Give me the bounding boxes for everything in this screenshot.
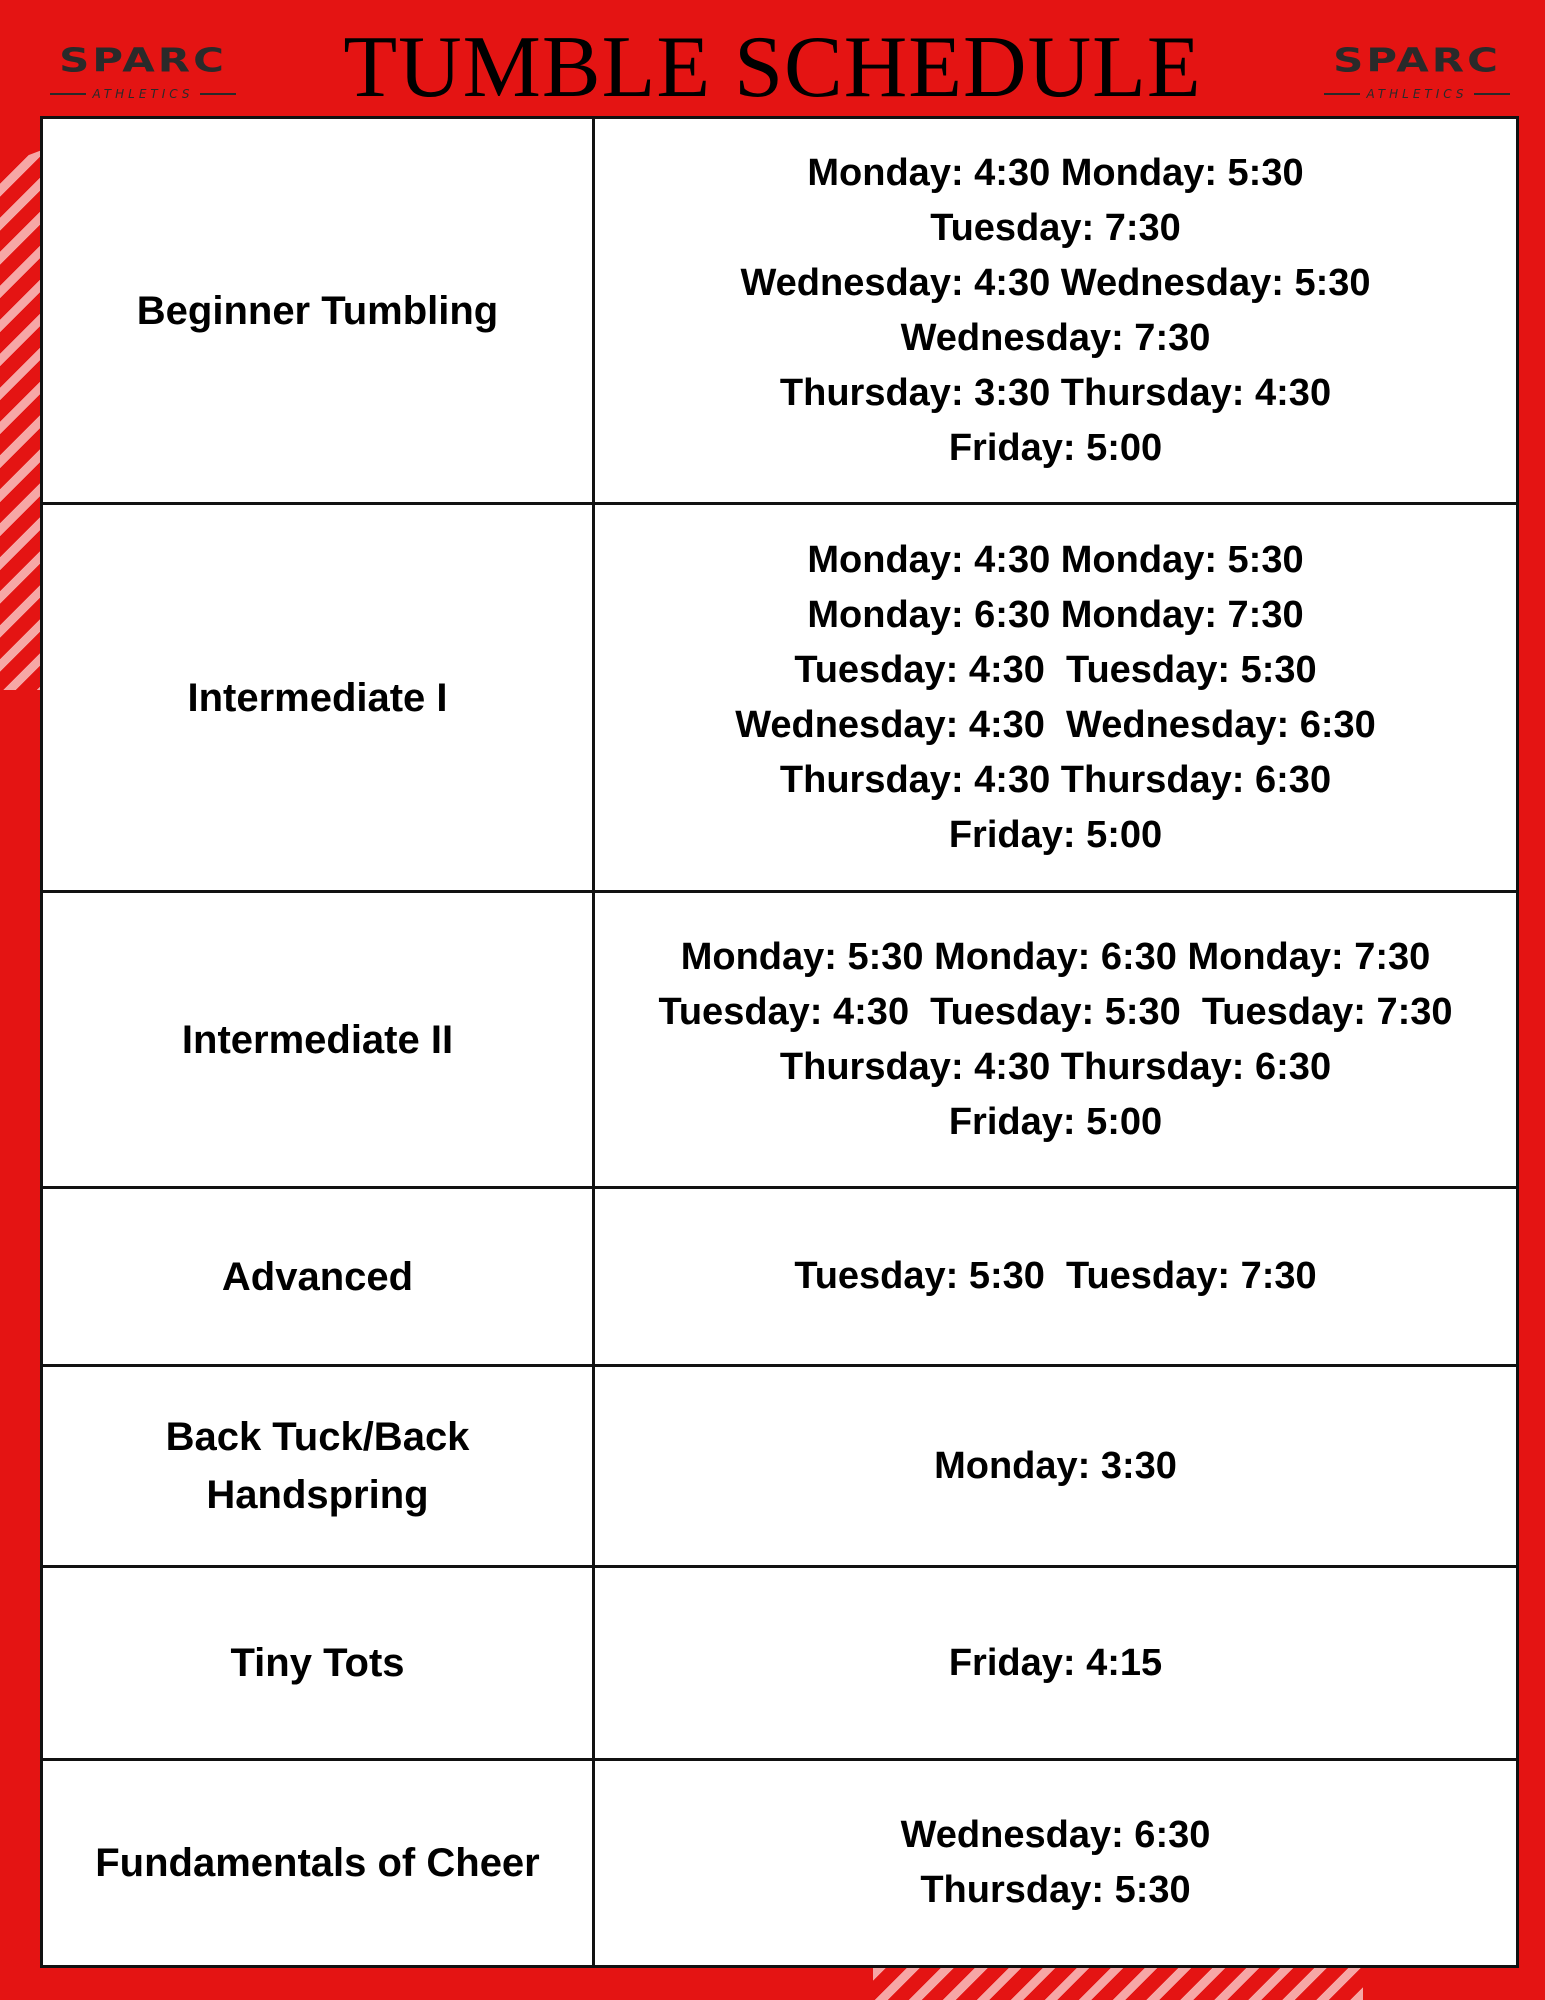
logo-rule <box>50 93 86 95</box>
time-slot: Monday: 4:30 Monday: 5:30 <box>807 538 1304 581</box>
decorative-stripes-bottom <box>873 1968 1363 2000</box>
time-slot: Friday: 5:00 <box>948 426 1163 469</box>
class-times-cell <box>594 504 1518 892</box>
logo-wordmark: SPARC <box>1333 40 1501 80</box>
logo-rule <box>1474 93 1510 95</box>
class-times-cell <box>594 118 1518 504</box>
schedule-row <box>42 118 1518 504</box>
time-slot: Friday: 5:00 <box>948 1100 1163 1143</box>
logo-subtitle: ATHLETICS <box>1366 87 1468 101</box>
time-slot: Tuesday: 5:30 Tuesday: 7:30 <box>794 1255 1317 1297</box>
schedule-row <box>42 1188 1518 1366</box>
time-slot: Wednesday: 6:30 <box>900 1814 1211 1856</box>
schedule-row <box>42 1760 1518 1967</box>
class-times-cell <box>594 1366 1518 1567</box>
class-times-cell <box>594 892 1518 1188</box>
schedule-row <box>42 504 1518 892</box>
page-title: TUMBLE SCHEDULE <box>343 19 1202 116</box>
time-slot: Wednesday: 7:30 <box>900 316 1211 359</box>
time-slot: Wednesday: 4:30 Wednesday: 6:30 <box>735 703 1376 746</box>
class-name: Handspring <box>206 1473 429 1517</box>
time-slot: Monday: 6:30 Monday: 7:30 <box>807 593 1304 636</box>
class-name: Fundamentals of Cheer <box>95 1841 540 1885</box>
schedule-table <box>40 116 1519 1968</box>
time-slot: Wednesday: 4:30 Wednesday: 5:30 <box>740 261 1371 304</box>
time-slot: Thursday: 3:30 Thursday: 4:30 <box>779 371 1332 414</box>
time-slot: Thursday: 4:30 Thursday: 6:30 <box>779 1045 1332 1088</box>
page-header <box>0 0 1545 116</box>
class-name: Intermediate I <box>187 675 448 720</box>
class-times-cell <box>594 1567 1518 1760</box>
class-name: Tiny Tots <box>230 1641 405 1685</box>
time-slot: Friday: 4:15 <box>948 1641 1163 1684</box>
time-slot: Tuesday: 7:30 <box>930 206 1181 249</box>
class-name-cell <box>42 892 594 1188</box>
time-slot: Friday: 5:00 <box>948 813 1163 856</box>
class-name-cell <box>42 1567 594 1760</box>
class-name: Advanced <box>221 1254 414 1299</box>
class-name-cell <box>42 504 594 892</box>
class-times-cell <box>594 1760 1518 1967</box>
sparc-logo-left <box>38 40 248 108</box>
class-name: Back Tuck/Back <box>165 1415 470 1459</box>
schedule-row <box>42 1567 1518 1760</box>
time-slot: Monday: 3:30 <box>934 1444 1177 1487</box>
time-slot: Monday: 4:30 Monday: 5:30 <box>807 151 1304 194</box>
class-name-cell <box>42 1760 594 1967</box>
time-slot: Thursday: 4:30 Thursday: 6:30 <box>779 758 1332 801</box>
logo-rule <box>200 93 236 95</box>
class-name: Intermediate II <box>181 1017 454 1062</box>
schedule-row <box>42 1366 1518 1567</box>
time-slot: Thursday: 5:30 <box>920 1869 1191 1911</box>
class-name-cell <box>42 118 594 504</box>
sparc-logo-right <box>1312 40 1522 108</box>
class-name-cell <box>42 1188 594 1366</box>
logo-subtitle-row <box>38 87 248 101</box>
time-slot: Tuesday: 4:30 Tuesday: 5:30 Tuesday: 7:30 <box>658 990 1453 1033</box>
logo-rule <box>1324 93 1360 95</box>
class-times-cell <box>594 1188 1518 1366</box>
logo-subtitle-row <box>1312 87 1522 101</box>
time-slot: Monday: 5:30 Monday: 6:30 Monday: 7:30 <box>680 935 1431 978</box>
time-slot: Tuesday: 4:30 Tuesday: 5:30 <box>794 648 1317 691</box>
logo-wordmark: SPARC <box>59 40 227 80</box>
class-name: Beginner Tumbling <box>136 288 499 333</box>
class-name-cell <box>42 1366 594 1567</box>
schedule-row <box>42 892 1518 1188</box>
decorative-stripes-left <box>0 150 42 690</box>
logo-subtitle: ATHLETICS <box>92 87 194 101</box>
